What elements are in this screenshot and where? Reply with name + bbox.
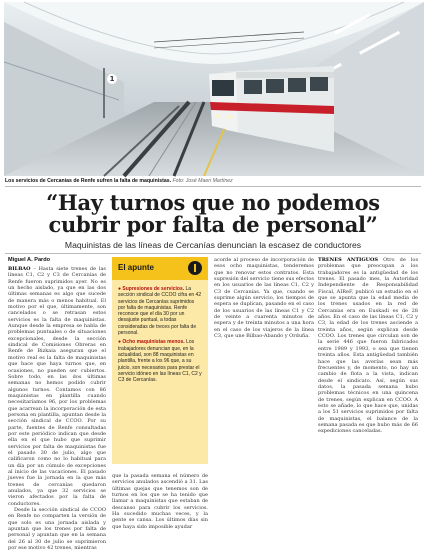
subhead: TRENES ANTIGUOS <box>318 257 378 263</box>
sidebar-point-label: ● <box>118 339 123 346</box>
sidebar-point-label: Ocho maquinistas menos. <box>122 339 185 346</box>
article-column-4 <box>318 257 418 435</box>
article-column-3 <box>214 257 314 339</box>
train-photo <box>4 2 424 176</box>
article-paragraph <box>8 266 106 507</box>
photo-caption <box>5 178 421 184</box>
sidebar-point-label: ● <box>118 286 123 292</box>
article-paragraph: que la pasada semana el número de servicios anulados ascendió a 31. Las últimas quejas que tenemos son de turnos en los que se ha tenido que llamar a maquinistas que estaban de descanso para cubrir los servicios. Ha sucedido muchas veces, y la gente se cansa. Los últimos días sin que haya sido imposible ayudar <box>112 473 208 530</box>
train-station-image <box>4 2 424 176</box>
info-icon <box>188 261 202 275</box>
paragraph-text: Otro de los problemas que preocupan a los trabajadores es la antigüedad de los trenes. El pasado mes, la Autoridad Independiente de Responsabilidad Fiscal, AIReF, publicó un estudio en el que se apunta que la edad media de los trenes usados en la red de Cercanías era en Euskadi es de 28 años. En el caso de las líneas C1, C2 y C3, la edad de los trenes asciende a treinta años, según explican desde CCOO. Los trenes que circulan son de la serie 446 que fueron fabricados entre 1989 y 1993, o sea que tienen treinta años. Esta antigüedad también hace que las averías sean más frecuentes y, de momento, no hay un cambio de flota a la vista, indican desde el sindicato. Así, según sus datos, la pasada semana hubo problemas técnicos en una quincena de trenes, según explican en CCOO. A esto se añade, lo que hace que, unidas a los 51 servicios suprimidos por falta de maquinistas, el balance de la semana pasada es que hubo más de 66 expediciones canceladas. <box>318 257 419 435</box>
sidebar-point-text: La sección sindical de CCOO cifra en 42 servicios de Cercanías suprimidos por falta de maquinistas. Renfe reconoce que el día 30 por un desajuste puntual, a todas consideradas de treces por falta de personal. <box>118 286 202 337</box>
sidebar-point <box>118 339 202 383</box>
divider <box>5 186 421 187</box>
deck: Maquinistas de las líneas de Cercanías denuncian la escasez de conductores <box>64 240 362 250</box>
photo-credit: Foto: José Maeri Martínez <box>172 178 233 184</box>
paragraph-text: – Hasta siete trenes de las líneas C1, C2 y C3 de Cercanías de Renfe fueron suprimidos ayer. No es un hecho aislado, ya que en las dos últimas semanas es algo que sucede de manera más o menos habitual. El motivo por el que, últimamente, son cancelados o se retrasan estos servicios es la falta de maquinistas. Aunque desde la empresa se habla de problemas puntuales o de situaciones excepcionales, desde la sección sindical de Comisiones Obreras en Renfe de Bizkaia aseguran que el motivo real es la falta de maquinistas que hace que haya turnos que, en ocasiones, no pueden ser cubiertos. Sobre todo, en las dos últimas semanas no hemos podido cubrir algunos turnos. Contamos con 86 maquinistas en plantilla cuando necesitaríamos 96, por los problemas que acarrean la incorporación de esta persona en plantilla, apuntan desde la sección sindical de CCOO. Por su parte, fuentes de Renfe consultadas por este periódico indican que desde ella en el que hubo que suprimir servicios por falta de maquinistas fue el pasado 30 de julio, algo que calificaron como no lo habitual para un día por un cúmulo de excepciones al inicio de las vacaciones. El pasado jueves fue la jornada en la que más trenes de cercanías quedaron anulados, ya que 32 servicios se vieron afectados por la falta de conductores. <box>8 266 106 507</box>
caption-text: Los servicios de Cercanías de Renfe sufren la falta de maquinistas. <box>5 178 172 184</box>
dateline: BILBAO <box>8 266 31 272</box>
article-paragraph: acorde al proceso de incorporación de esos ocho maquinistas, tenderemos que no renovar estos contratos. Esta supresión del servicio tiene sus efectos en los usuarios de las líneas C1, C2 y C3 de Cercanías. Ya que, cuando se suprime algún servicio, los tiempos de espera se duplican, pasando en el caso de los usuarios de las líneas C1 y C2 de veinte a cuarenta minutos de espera y de treinta minutos a una hora en el caso de los viajeros de la línea C3, que une Bilbao-Abando y Orduña. <box>214 257 314 340</box>
article-column-2 <box>112 468 208 535</box>
headline: “Hay turnos que no podemos cubrir por falta de personal” <box>46 190 380 237</box>
sidebar-point-text: Los trabajadores denuncian que, en la actualidad, son 88 maquinistas en plantilla, frente a los 96 que, a su juicio, son necesarios para prestar el servicio idóneo en las líneas C1, C2 y C3 de Cercanías. <box>118 339 202 384</box>
article-paragraph <box>318 257 418 435</box>
sidebar-box-title: El apunte <box>118 263 155 272</box>
article-column-1 <box>8 257 106 551</box>
sidebar-box-body <box>118 286 202 386</box>
photo-badge: 1 <box>107 74 117 84</box>
sidebar-box <box>112 257 208 464</box>
sidebar-point <box>118 286 202 336</box>
sidebar-point-label: Supresiones de servicios. <box>122 286 185 292</box>
byline: Miguel A. Pardo <box>8 257 51 263</box>
sidebar-box-header <box>112 257 208 280</box>
article-paragraph: Desde la sección sindical de CCOO en Renfe no comparten la versión de que solo es una jornada aislada y apuntan que los trenes por falta de personal y apuntan que en la semana del 26 al 30 de julio se suprimieron por ese motivo 42 trenes, mientras <box>8 507 106 551</box>
divider <box>5 253 421 254</box>
